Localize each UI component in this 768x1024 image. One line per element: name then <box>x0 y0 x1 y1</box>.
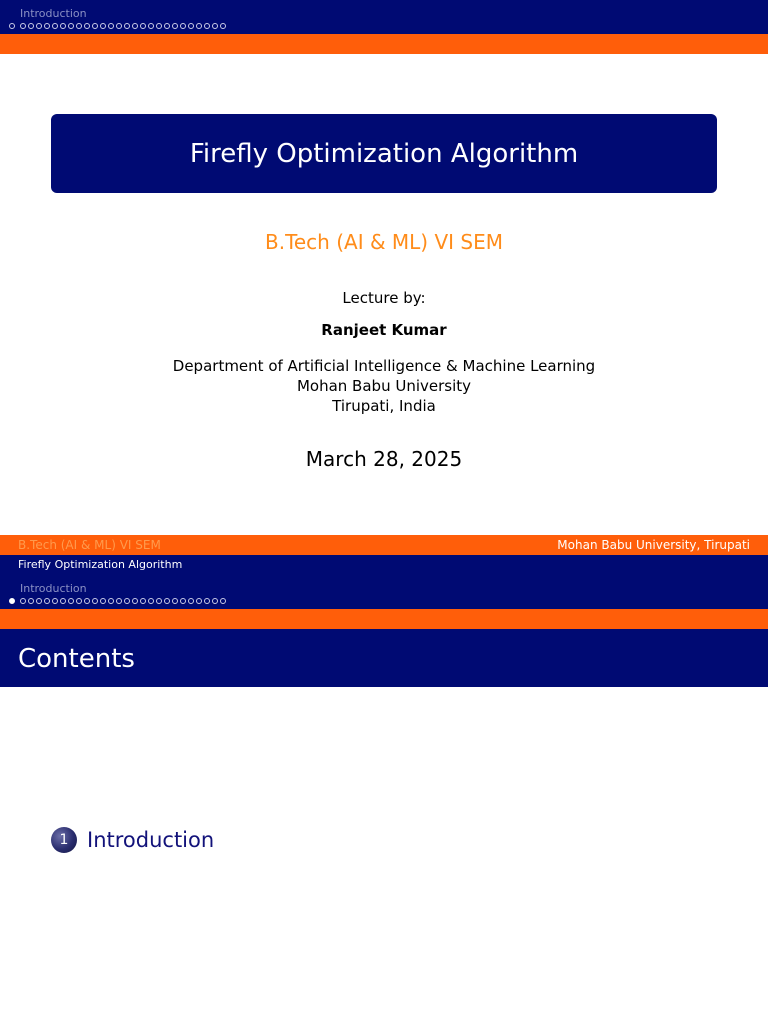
slide-nav-dot[interactable] <box>84 598 90 604</box>
slide-nav-dot[interactable] <box>148 598 154 604</box>
slide-nav-dot[interactable] <box>36 598 42 604</box>
slide-nav-dot[interactable] <box>220 598 226 604</box>
header-accent-bar <box>0 609 768 629</box>
slide-nav-dot[interactable] <box>84 23 90 29</box>
slide-nav-dot[interactable] <box>220 23 226 29</box>
lecture-by-label: Lecture by: <box>342 289 426 307</box>
slide-progress-dots <box>9 22 228 30</box>
slide-nav-dot[interactable] <box>116 598 122 604</box>
slide-nav-dot[interactable] <box>124 23 130 29</box>
slide-nav-dot[interactable] <box>148 23 154 29</box>
slide-nav-dot[interactable] <box>92 598 98 604</box>
slide-nav-dot[interactable] <box>156 598 162 604</box>
toc-label: Introduction <box>87 828 215 852</box>
slide-nav-dot[interactable] <box>132 23 138 29</box>
slide-nav-dot[interactable] <box>196 23 202 29</box>
slide-nav-dot[interactable] <box>196 598 202 604</box>
footer-course: B.Tech (AI & ML) VI SEM <box>18 538 161 552</box>
slide-nav-dot[interactable] <box>140 23 146 29</box>
slide-nav-dot[interactable] <box>212 598 218 604</box>
slide-nav-dot[interactable] <box>9 598 15 604</box>
slide-nav-dot[interactable] <box>204 23 210 29</box>
slide-nav-dot[interactable] <box>60 23 66 29</box>
navigation-bar <box>0 0 768 34</box>
nav-section-link[interactable]: Introduction <box>20 7 87 20</box>
presentation-date: March 28, 2025 <box>305 447 463 471</box>
slide-nav-dot[interactable] <box>108 598 114 604</box>
slide-nav-dot[interactable] <box>20 598 26 604</box>
slide-nav-dot[interactable] <box>116 23 122 29</box>
institute-university: Mohan Babu University <box>296 377 472 395</box>
slide-nav-dot[interactable] <box>28 23 34 29</box>
slide-nav-dot[interactable] <box>20 23 26 29</box>
presentation-title-box <box>51 114 717 193</box>
slide-nav-dot[interactable] <box>180 598 186 604</box>
slide-nav-dot[interactable] <box>44 598 50 604</box>
slide-nav-dot[interactable] <box>124 598 130 604</box>
toc-number-ball: 1 <box>51 827 77 853</box>
header-accent-bar <box>0 34 768 54</box>
slide-nav-dot[interactable] <box>100 598 106 604</box>
institute-department: Department of Artificial Intelligence & Machine Learning <box>172 357 596 375</box>
slide-nav-dot[interactable] <box>92 23 98 29</box>
slide-nav-dot[interactable] <box>212 23 218 29</box>
institute-location: Tirupati, India <box>332 397 436 415</box>
slide-nav-dot[interactable] <box>140 598 146 604</box>
presentation-title: Firefly Optimization Algorithm <box>189 138 579 169</box>
contents-slide <box>0 555 768 1024</box>
slide-nav-dot[interactable] <box>44 23 50 29</box>
frame-title-bar <box>0 629 768 687</box>
slide-nav-dot[interactable] <box>172 23 178 29</box>
slide-nav-dot[interactable] <box>164 23 170 29</box>
slide-nav-dot[interactable] <box>52 23 58 29</box>
footer-institute: Mohan Babu University, Tirupati <box>557 538 750 552</box>
slide-nav-dot[interactable] <box>36 23 42 29</box>
slide-nav-dot[interactable] <box>28 598 34 604</box>
slide-nav-dot[interactable] <box>68 598 74 604</box>
slide-nav-dot[interactable] <box>76 598 82 604</box>
slide-nav-dot[interactable] <box>132 598 138 604</box>
slide-nav-dot[interactable] <box>68 23 74 29</box>
slide-nav-dot[interactable] <box>9 23 15 29</box>
slide-nav-dot[interactable] <box>188 598 194 604</box>
slide-nav-dot[interactable] <box>204 598 210 604</box>
slide-nav-dot[interactable] <box>108 23 114 29</box>
slide-nav-dot[interactable] <box>76 23 82 29</box>
slide-nav-dot[interactable] <box>164 598 170 604</box>
toc-item[interactable] <box>51 827 214 853</box>
slide-nav-dot[interactable] <box>180 23 186 29</box>
short-title: Firefly Optimization Algorithm <box>18 558 183 571</box>
presentation-subtitle: B.Tech (AI & ML) VI SEM <box>264 230 503 254</box>
slide-footer <box>0 535 768 555</box>
frame-title: Contents <box>18 644 135 674</box>
slide-nav-dot[interactable] <box>172 598 178 604</box>
slide-nav-dot[interactable] <box>188 23 194 29</box>
nav-section-link[interactable]: Introduction <box>20 582 87 595</box>
slide-nav-dot[interactable] <box>52 598 58 604</box>
author-name: Ranjeet Kumar <box>321 321 447 339</box>
slide-nav-dot[interactable] <box>100 23 106 29</box>
slide-nav-dot[interactable] <box>156 23 162 29</box>
navigation-bar <box>0 555 768 609</box>
slide-progress-dots <box>9 597 228 605</box>
slide-nav-dot[interactable] <box>60 598 66 604</box>
